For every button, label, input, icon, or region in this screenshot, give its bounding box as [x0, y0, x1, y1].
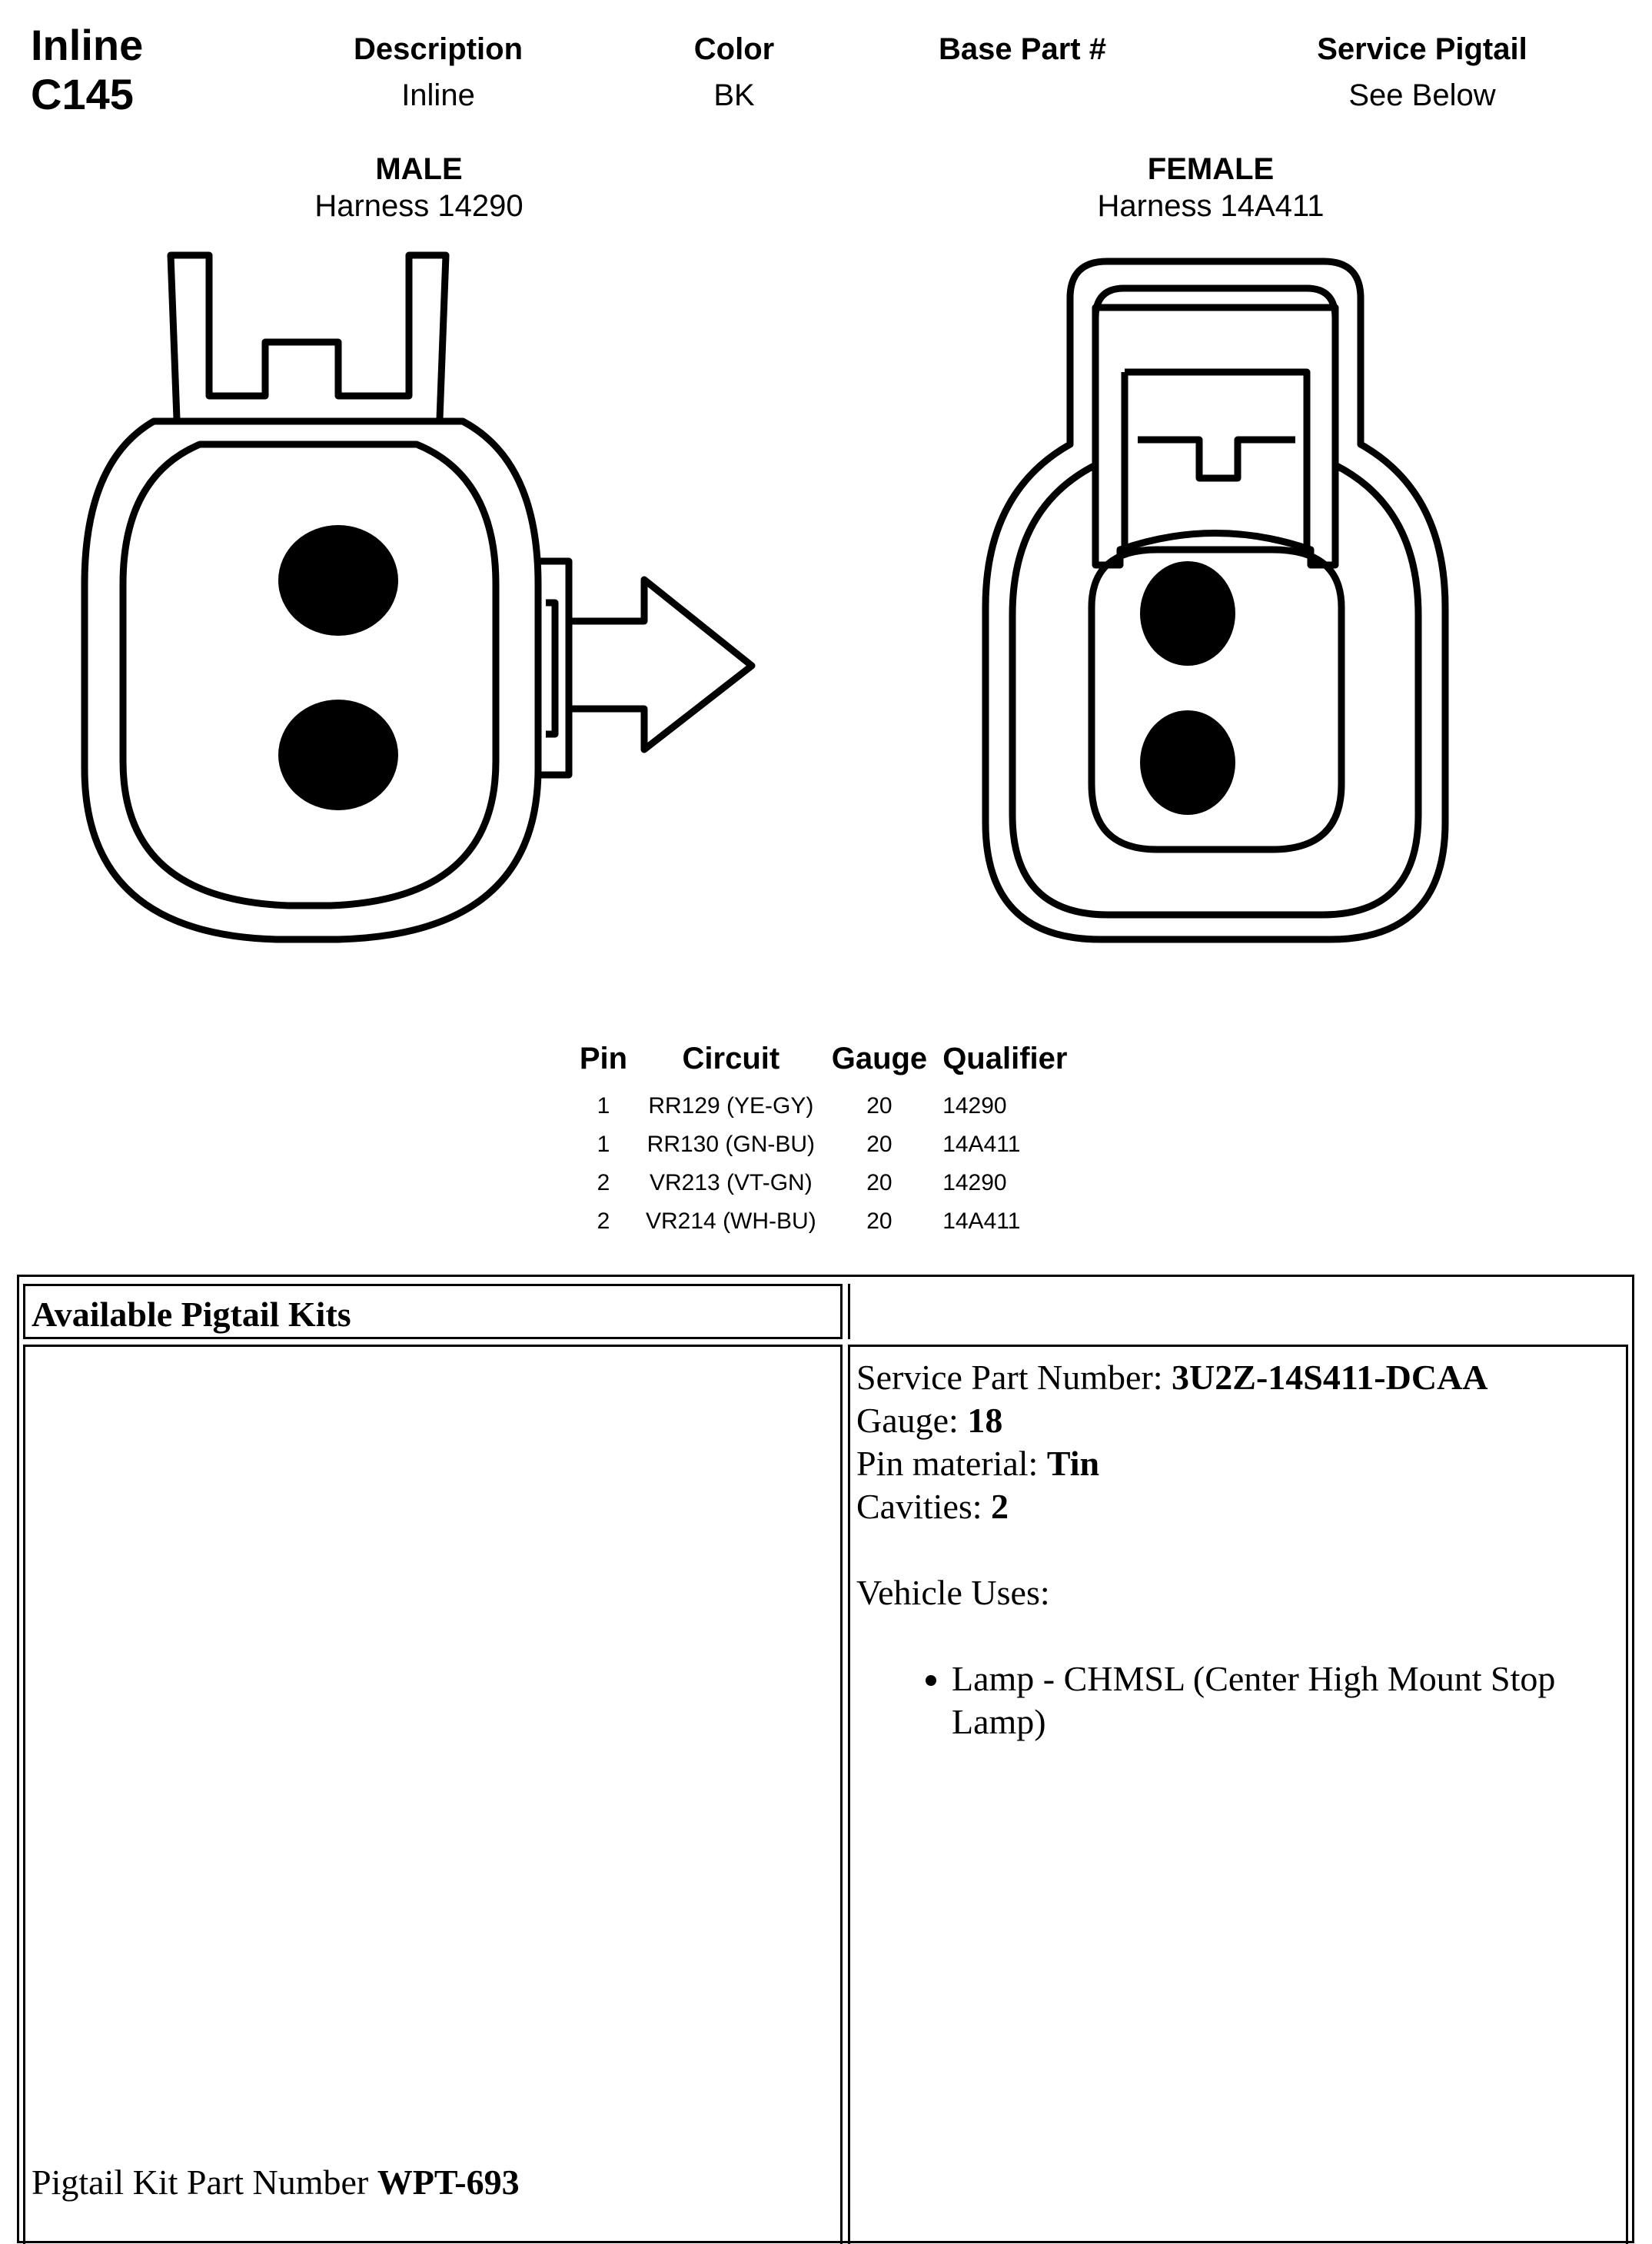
circuit-column-header: Circuit — [682, 1042, 780, 1075]
pin-column-header: Pin — [579, 1042, 628, 1075]
service-part-value: 3U2Z-14S411-DCAA — [1172, 1358, 1488, 1397]
female-title: FEMALE — [1147, 152, 1275, 186]
qualifier-cell: 14A411 — [942, 1132, 1021, 1157]
qualifier-cell: 14290 — [942, 1170, 1007, 1195]
pin-cell: 1 — [597, 1093, 610, 1119]
connector-type: Inline — [31, 21, 144, 69]
description-value: Inline — [401, 78, 475, 112]
pigtail-kit-part-number — [32, 2162, 520, 2202]
pin-table — [569, 1042, 1081, 1241]
qualifier-cell: 14290 — [942, 1093, 1007, 1119]
female-connector-diagram — [946, 231, 1484, 969]
table-row — [569, 1202, 1081, 1241]
table-row — [569, 1087, 1081, 1125]
gauge-label: Gauge: — [856, 1401, 968, 1440]
service-part-line — [856, 1356, 1628, 1399]
table-row — [569, 1164, 1081, 1202]
base-part-heading: Base Part # — [939, 32, 1106, 66]
table-row — [569, 1125, 1081, 1164]
vehicle-uses-label: Vehicle Uses: — [856, 1573, 1050, 1612]
female-pin-1-label: 1 — [1167, 576, 1208, 659]
pigtail-kits-title: Available Pigtail Kits — [32, 1295, 351, 1334]
cavities-line — [856, 1485, 1628, 1528]
male-pin-1-label: 1 — [317, 543, 359, 626]
service-part-label: Service Part Number: — [856, 1358, 1172, 1397]
vehicle-uses-list — [856, 1657, 1628, 1744]
pigtail-kits-spacer-cell — [848, 1284, 1632, 1339]
qualifier-cell: 14A411 — [942, 1208, 1021, 1234]
cavities-value: 2 — [991, 1487, 1009, 1526]
circuit-cell: RR129 (YE-GY) — [648, 1093, 814, 1119]
gauge-cell: 20 — [866, 1208, 892, 1234]
color-heading: Color — [693, 32, 775, 66]
pin-cell: 1 — [597, 1132, 610, 1157]
gauge-line — [856, 1399, 1628, 1442]
female-harness: Harness 14A411 — [1097, 189, 1325, 223]
gauge-value: 18 — [967, 1401, 1003, 1440]
male-pin-2-label: 2 — [317, 717, 359, 800]
pigtail-kit-details — [856, 1356, 1628, 1744]
pigtail-kit-detail-cell — [848, 1345, 1628, 2244]
gauge-cell: 20 — [866, 1132, 892, 1157]
connector-id: C145 — [31, 70, 134, 118]
male-connector-diagram — [0, 231, 792, 969]
service-pigtail-heading: Service Pigtail — [1317, 32, 1527, 66]
circuit-cell: VR213 (VT-GN) — [649, 1170, 813, 1195]
circuit-cell: VR214 (WH-BU) — [646, 1208, 816, 1234]
qualifier-column-header: Qualifier — [942, 1042, 1068, 1075]
pigtail-kit-label: Pigtail Kit Part Number — [32, 2163, 377, 2202]
pigtail-kit-number: WPT-693 — [377, 2163, 520, 2202]
pin-cell: 2 — [597, 1208, 610, 1234]
vehicle-use-item: • Lamp - CHMSL (Center High Mount Stop Lamp) — [952, 1657, 1628, 1744]
gauge-cell: 20 — [866, 1170, 892, 1195]
gauge-cell: 20 — [866, 1093, 892, 1119]
pigtail-kit-image-cell — [23, 1345, 843, 2244]
pigtail-kits-title-cell — [23, 1284, 843, 1339]
pin-cell: 2 — [597, 1170, 610, 1195]
circuit-cell: RR130 (GN-BU) — [647, 1132, 816, 1157]
pin-material-label: Pin material: — [856, 1444, 1047, 1483]
gauge-column-header: Gauge — [831, 1042, 928, 1075]
pin-material-value: Tin — [1046, 1444, 1100, 1483]
description-heading: Description — [353, 32, 524, 66]
male-harness: Harness 14290 — [314, 189, 524, 223]
female-pin-2-label: 2 — [1167, 725, 1208, 808]
pin-table-header-row — [569, 1042, 1081, 1087]
color-value: BK — [713, 78, 755, 112]
pin-material-line — [856, 1442, 1628, 1485]
male-title: MALE — [375, 152, 463, 186]
cavities-label: Cavities: — [856, 1487, 992, 1526]
service-pigtail-value: See Below — [1348, 78, 1496, 112]
